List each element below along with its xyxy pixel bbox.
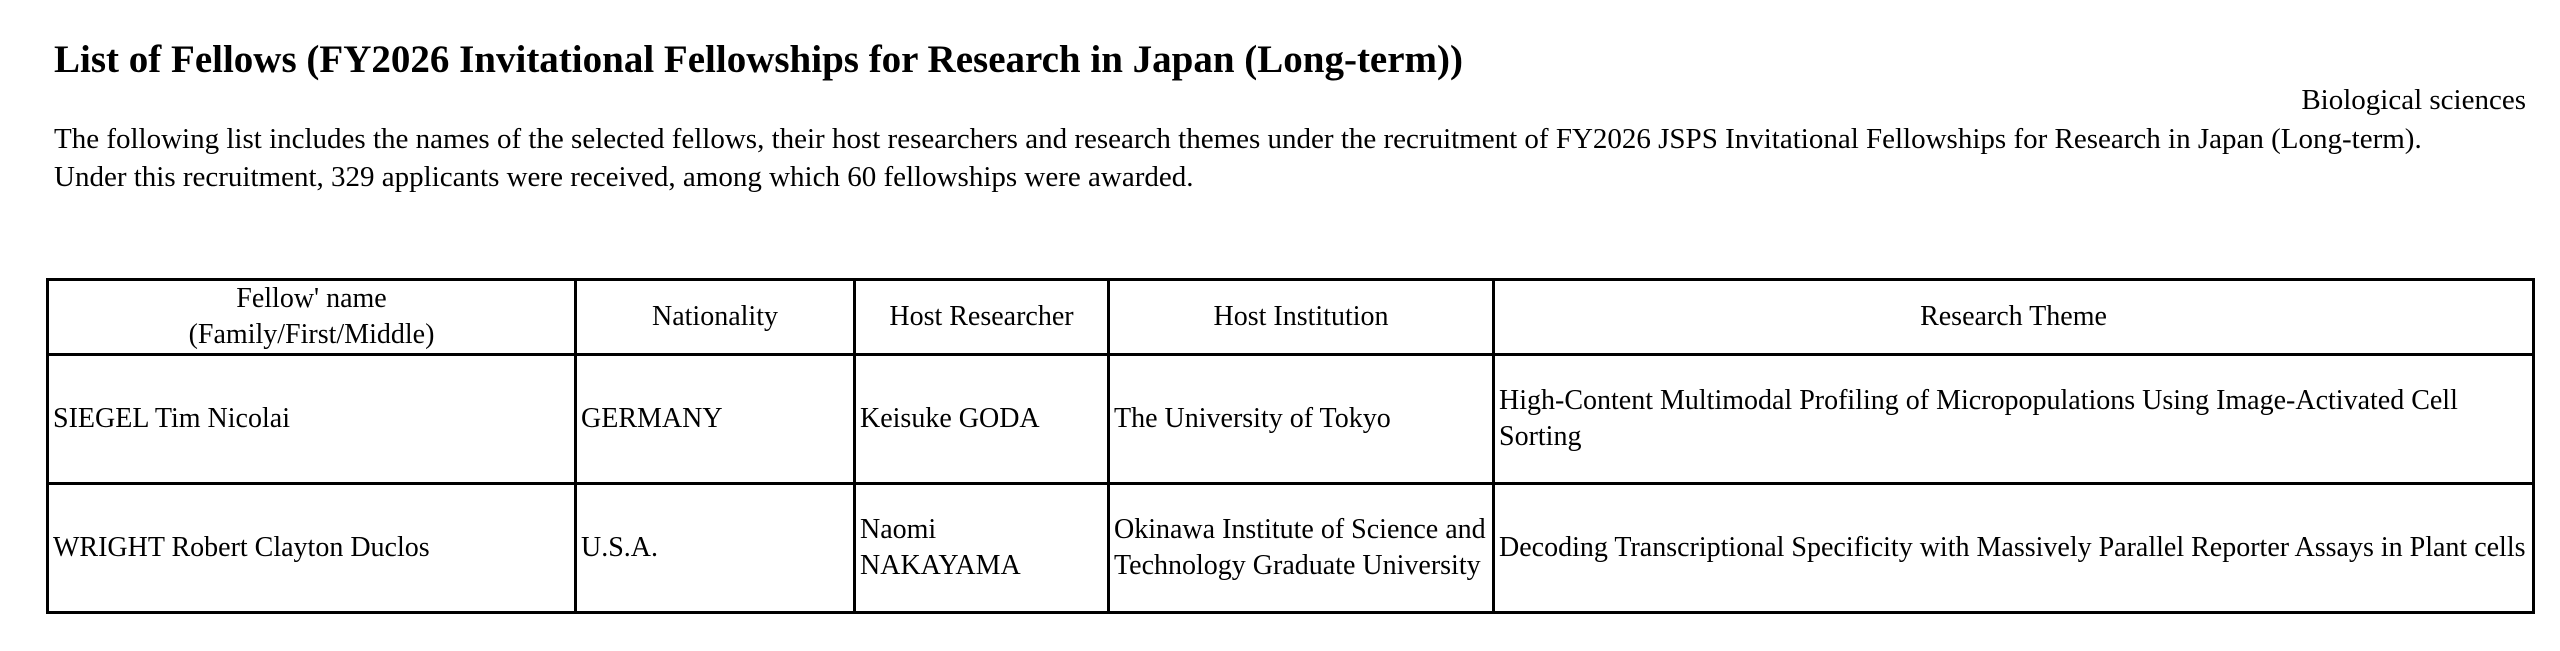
header-fellow-name-line2: (Family/First/Middle)	[188, 319, 435, 350]
cell-host-institution: Okinawa Institute of Science and Technology Graduate University	[1109, 484, 1494, 613]
page-title: List of Fellows (FY2026 Invitational Fellowships for Research in Japan (Long-term))	[54, 38, 1464, 81]
header-fellow-name	[48, 280, 576, 355]
header-research-theme: Research Theme	[1494, 280, 2534, 355]
fellows-table	[46, 278, 2535, 614]
cell-host-researcher: Naomi NAKAYAMA	[855, 484, 1109, 613]
table-header-row	[48, 280, 2534, 355]
cell-research-theme: High-Content Multimodal Profiling of Micropopulations Using Image-Activated Cell Sorting	[1494, 355, 2534, 484]
intro-paragraph: The following list includes the names of the selected fellows, their host researchers and research themes under the recruitment of FY2026 JSPS Invitational Fellowships for Research in Japan (Long-term). Under this recruitment, 329 applicants were received, among which 60 fellowships were awarded.	[54, 123, 2422, 193]
header-nationality: Nationality	[576, 280, 855, 355]
cell-fellow-name: SIEGEL Tim Nicolai	[48, 355, 576, 484]
cell-research-theme: Decoding Transcriptional Specificity with Massively Parallel Reporter Assays in Plant cells	[1494, 484, 2534, 613]
cell-host-institution: The University of Tokyo	[1109, 355, 1494, 484]
cell-nationality: GERMANY	[576, 355, 855, 484]
header-host-institution: Host Institution	[1109, 280, 1494, 355]
field-category: Biological sciences	[2301, 84, 2526, 116]
cell-fellow-name: WRIGHT Robert Clayton Duclos	[48, 484, 576, 613]
table-row	[48, 484, 2534, 613]
header-host-researcher: Host Researcher	[855, 280, 1109, 355]
cell-host-researcher: Keisuke GODA	[855, 355, 1109, 484]
header-fellow-name-line1: Fellow' name	[236, 283, 387, 314]
table-row	[48, 355, 2534, 484]
cell-nationality: U.S.A.	[576, 484, 855, 613]
